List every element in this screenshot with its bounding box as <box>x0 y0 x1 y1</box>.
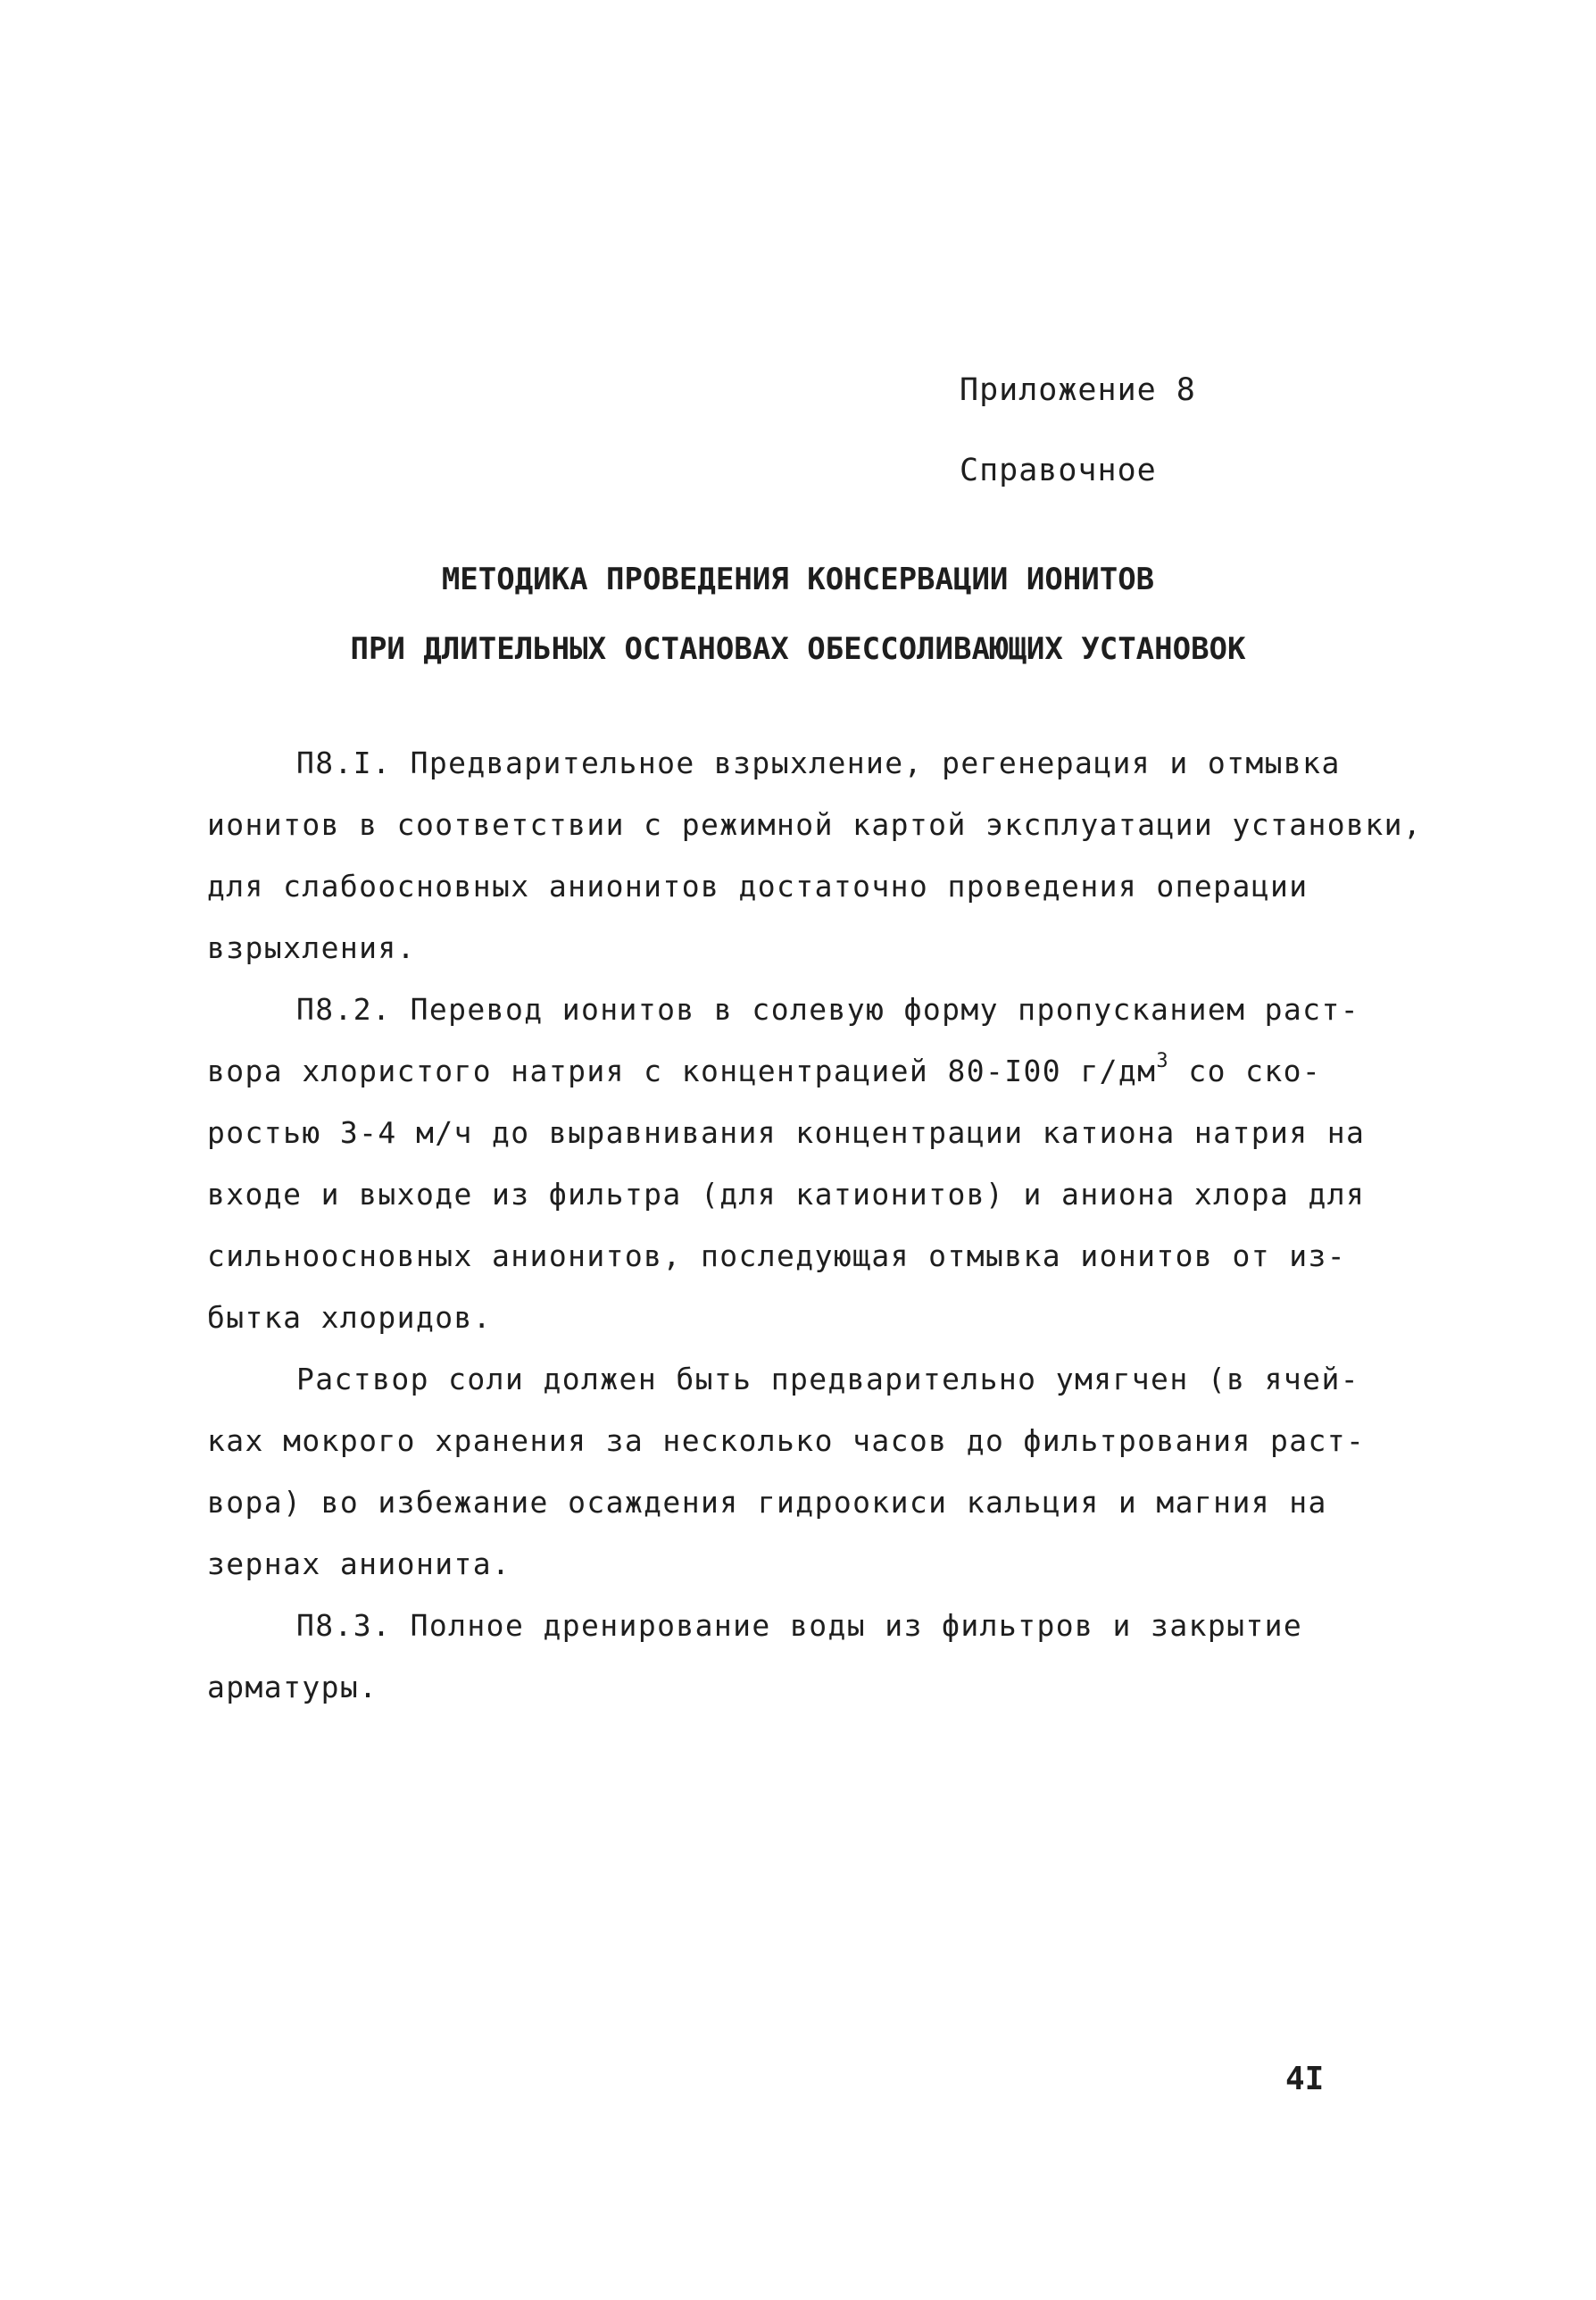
paragraph-line-with-superscript <box>207 1040 1367 1102</box>
paragraph-line: бытка хлоридов. <box>207 1300 493 1335</box>
page-number: 4I <box>1285 2061 1325 2097</box>
paragraph-line: для слабоосновных анионитов достаточно проведения операции <box>207 869 1309 904</box>
title-line-2: ПРИ ДЛИТЕЛЬНЫХ ОСТАНОВАХ ОБЕССОЛИВАЮЩИХ УСТАНОВОК <box>350 631 1246 667</box>
document-title <box>0 545 1596 684</box>
paragraph-line: взрыхления. <box>207 930 416 965</box>
paragraph-line: вора) во избежание осаждения гидроокиси кальция и магния на <box>207 1485 1327 1520</box>
paragraph-line: арматуры. <box>207 1670 378 1704</box>
appendix-label: Приложение 8 <box>960 372 1196 408</box>
line-text: вора хлористого натрия с концентрацией 80-I00 г/дм <box>207 1054 1157 1088</box>
paragraph-line: входе и выходе из фильтра (для катионитов) и аниона хлора для <box>207 1177 1366 1212</box>
paragraph-line: Раствор соли должен быть предварительно умягчен (в ячей- <box>296 1362 1359 1396</box>
appendix-header <box>960 372 1196 536</box>
paragraph-line: ионитов в соответствии с режимной картой эксплуатации установки, <box>207 807 1423 842</box>
title-line-1: МЕТОДИКА ПРОВЕДЕНИЯ КОНСЕРВАЦИИ ИОНИТОВ <box>441 562 1155 597</box>
paragraph-line: ках мокрого хранения за несколько часов до фильтрования раст- <box>207 1423 1366 1458</box>
paragraph-line: П8.I. Предварительное взрыхление, регенерация и отмывка <box>296 746 1341 780</box>
line-text: со ско- <box>1169 1054 1322 1088</box>
superscript-exponent: 3 <box>1156 1050 1170 1072</box>
appendix-type: Справочное <box>960 453 1157 488</box>
paragraph-line: зернах анионита. <box>207 1546 511 1581</box>
paragraph-line: сильноосновных анионитов, последующая отмывка ионитов от из- <box>207 1238 1347 1273</box>
paragraph-line: ростью 3-4 м/ч до выравнивания концентрации катиона натрия на <box>207 1115 1366 1150</box>
paragraph-line: П8.2. Перевод ионитов в солевую форму пропусканием раст- <box>296 992 1359 1027</box>
paragraph-line: П8.3. Полное дренирование воды из фильтров и закрытие <box>296 1608 1303 1643</box>
body-text <box>207 732 1423 1718</box>
